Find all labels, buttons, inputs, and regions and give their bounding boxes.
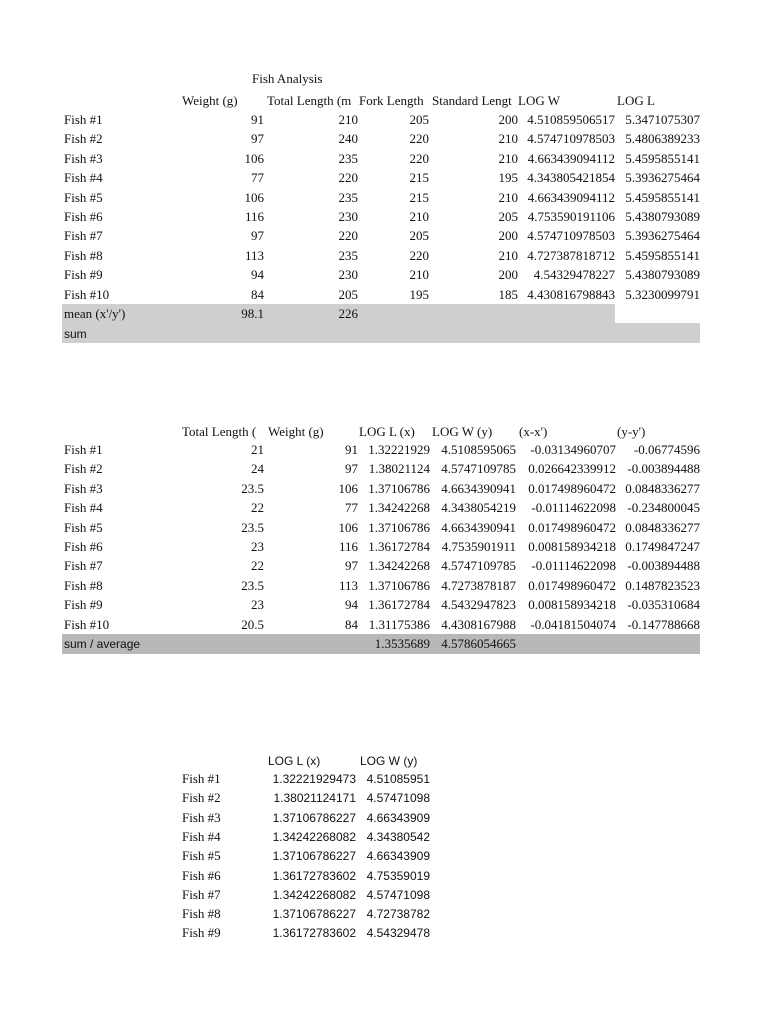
y-deviation-cell: -0.003894488 — [627, 558, 700, 574]
header-log-w: LOG W — [518, 93, 561, 108]
fish-label: Fish #6 — [64, 539, 103, 554]
total-length-cell: 23 — [251, 539, 264, 554]
log-w-y-cell: 4.75359019 — [366, 868, 430, 883]
log-l-x-cell: 1.38021124171 — [273, 791, 356, 806]
log-w-cell: 4.663439094112 — [527, 189, 615, 205]
y-deviation-cell: -0.147788668 — [627, 616, 700, 632]
log-l-cell: 5.3230099791 — [625, 286, 700, 302]
log-l-x-cell: 1.37106786 — [368, 577, 430, 593]
fish-label: Fish #1 — [64, 442, 103, 457]
fish-label: Fish #8 — [182, 906, 221, 922]
fish-label: Fish #2 — [64, 461, 103, 477]
x-deviation-cell: -0.01114622098 — [531, 558, 616, 574]
log-w-y-cell: 4.5747109785 — [441, 558, 516, 574]
weight-cell: 84 — [345, 616, 358, 632]
y-deviation-cell: 0.0848336277 — [625, 519, 700, 535]
total-length-cell: 20.5 — [241, 616, 264, 632]
x-deviation-cell: 0.017498960472 — [528, 577, 616, 593]
weight-cell: 97 — [251, 228, 264, 244]
total-length-cell: 23.5 — [241, 480, 264, 496]
table-title: Fish Analysis — [252, 71, 323, 86]
fish-label: Fish #4 — [182, 828, 221, 844]
fish-label: Fish #5 — [64, 519, 103, 535]
x-deviation-cell: -0.03134960707 — [530, 442, 616, 457]
weight-cell: 106 — [338, 519, 358, 535]
log-l-cell: 5.4595855141 — [625, 150, 700, 166]
log-l-x-cell: 1.34242268082 — [272, 887, 356, 902]
y-deviation-cell: -0.003894488 — [627, 461, 700, 477]
header-log-l: LOG L — [617, 93, 655, 108]
header-total-length: Total Length (m — [267, 93, 352, 108]
fish-label: Fish #5 — [64, 189, 103, 205]
standard-length-cell: 200 — [498, 267, 518, 283]
header-weight: Weight (g) — [182, 93, 238, 108]
log-w-y-cell: 4.3438054219 — [441, 500, 516, 516]
fork-length-cell: 210 — [409, 209, 429, 224]
log-l-x-cell: 1.36172784 — [368, 597, 430, 613]
standard-length-cell: 210 — [498, 189, 518, 205]
fish-label: Fish #3 — [64, 150, 103, 166]
standard-length-cell: 210 — [498, 247, 518, 263]
log-w-cell: 4.343805421854 — [527, 170, 615, 186]
standard-length-cell: 210 — [498, 131, 518, 147]
standard-length-cell: 210 — [498, 150, 518, 166]
total-length-cell: 220 — [338, 228, 358, 244]
y-deviation-cell: -0.234800045 — [627, 500, 700, 516]
total-length-cell: 235 — [338, 189, 358, 205]
y-deviation-cell: 0.1487823523 — [625, 577, 700, 593]
log-l-x-cell: 1.31175386 — [368, 616, 430, 632]
total-length-cell: 240 — [338, 131, 358, 147]
log-w-y-cell: 4.5432947823 — [441, 597, 516, 613]
total-length-cell: 205 — [338, 286, 358, 302]
sum-row-shading — [62, 323, 700, 343]
log-w-y-cell: 4.5108595065 — [441, 442, 516, 457]
log-w-y-cell: 4.6634390941 — [441, 519, 516, 535]
log-w-y-cell: 4.54329478 — [366, 926, 430, 941]
weight-cell: 113 — [338, 577, 358, 593]
fork-length-cell: 210 — [409, 267, 429, 283]
fish-label: Fish #9 — [64, 267, 103, 283]
log-l-cell: 5.3936275464 — [625, 170, 700, 186]
log-w-cell: 4.430816798843 — [527, 286, 615, 302]
log-w-cell: 4.574710978503 — [527, 131, 615, 147]
total-length-cell: 235 — [338, 150, 358, 166]
fish-label: Fish #9 — [64, 597, 103, 613]
sum-average-log-l: 1.3535689 — [374, 636, 430, 651]
log-l-cell: 5.4595855141 — [625, 189, 700, 205]
log-l-x-cell: 1.37106786 — [368, 480, 430, 496]
header-fork-length: Fork Length — [359, 93, 424, 108]
log-w-y-cell: 4.57471098 — [366, 887, 430, 902]
log-l-cell: 5.3936275464 — [625, 228, 700, 244]
log-w-y-cell: 4.6634390941 — [441, 480, 516, 496]
weight-cell: 91 — [251, 112, 264, 127]
log-l-x-cell: 1.37106786 — [368, 519, 430, 535]
weight-cell: 116 — [338, 539, 358, 554]
standard-length-cell: 200 — [498, 112, 518, 127]
total-length-cell: 24 — [251, 461, 264, 477]
weight-cell: 77 — [345, 500, 358, 516]
log-l-cell: 5.4806389233 — [625, 131, 700, 147]
log-w-cell: 4.753590191106 — [527, 209, 615, 224]
mean-weight: 98.1 — [241, 306, 264, 321]
standard-length-cell: 195 — [498, 170, 518, 186]
log-w-y-cell: 4.51085951 — [366, 772, 430, 786]
fork-length-cell: 220 — [409, 131, 429, 147]
log-l-x-cell: 1.36172783602 — [272, 868, 356, 883]
header-x-deviation: (x-x') — [519, 424, 548, 439]
log-l-x-cell: 1.32221929473 — [272, 772, 356, 786]
weight-cell: 106 — [338, 480, 358, 496]
fork-length-cell: 215 — [409, 189, 429, 205]
fork-length-cell: 195 — [409, 286, 429, 302]
x-deviation-cell: 0.008158934218 — [528, 539, 616, 554]
fish-label: Fish #3 — [64, 480, 103, 496]
weight-cell: 116 — [244, 209, 264, 224]
header-total-length: Total Length ( — [182, 424, 257, 439]
x-deviation-cell: -0.01114622098 — [531, 500, 616, 516]
standard-length-cell: 205 — [498, 209, 518, 224]
fish-label: Fish #6 — [182, 867, 221, 883]
fish-label: Fish #10 — [64, 616, 110, 632]
header-log-w-y: LOG W (y) — [432, 424, 493, 439]
log-w-y-cell: 4.66343909 — [366, 810, 430, 825]
total-length-cell: 210 — [338, 112, 358, 127]
fish-label: Fish #10 — [64, 286, 110, 302]
weight-cell: 94 — [251, 267, 264, 283]
fish-label: Fish #1 — [64, 112, 103, 127]
weight-cell: 97 — [345, 558, 358, 574]
weight-cell: 113 — [244, 247, 264, 263]
weight-cell: 77 — [251, 170, 264, 186]
log-l-x-cell: 1.38021124 — [368, 461, 430, 477]
fork-length-cell: 220 — [409, 247, 429, 263]
y-deviation-cell: 0.1749847247 — [625, 539, 700, 554]
log-l-x-cell: 1.37106786227 — [272, 849, 356, 864]
log-l-cell: 5.3471075307 — [625, 112, 700, 127]
weight-cell: 106 — [244, 150, 264, 166]
fish-label: Fish #7 — [64, 558, 103, 574]
total-length-cell: 22 — [251, 500, 264, 516]
fish-label: Fish #6 — [64, 209, 103, 224]
fork-length-cell: 215 — [409, 170, 429, 186]
log-l-x-cell: 1.36172783602 — [272, 926, 356, 941]
total-length-cell: 235 — [338, 247, 358, 263]
header-standard-length: Standard Lengt — [432, 93, 512, 108]
y-deviation-cell: -0.06774596 — [633, 442, 700, 457]
standard-length-cell: 185 — [498, 286, 518, 302]
fish-label: Fish #8 — [64, 247, 103, 263]
fork-length-cell: 220 — [409, 150, 429, 166]
log-w-y-cell: 4.66343909 — [366, 849, 430, 864]
log-w-cell: 4.54329478227 — [533, 267, 615, 283]
fork-length-cell: 205 — [409, 228, 429, 244]
weight-cell: 94 — [345, 597, 358, 613]
fish-label: Fish #9 — [182, 925, 221, 941]
fish-label: Fish #7 — [182, 886, 221, 902]
sum-average-label: sum / average — [64, 637, 141, 651]
fish-label: Fish #4 — [64, 500, 103, 516]
log-l-x-cell: 1.37106786227 — [272, 907, 356, 922]
fish-label: Fish #8 — [64, 577, 103, 593]
x-deviation-cell: 0.026642339912 — [528, 461, 616, 477]
header-log-l-x: LOG L (x) — [268, 754, 321, 768]
x-deviation-cell: 0.008158934218 — [528, 597, 616, 613]
sum-label: sum — [64, 327, 87, 341]
log-w-y-cell: 4.7273878187 — [441, 577, 516, 593]
fish-label: Fish #4 — [64, 170, 103, 186]
header-weight: Weight (g) — [268, 424, 324, 439]
total-length-cell: 220 — [338, 170, 358, 186]
mean-total-length: 226 — [338, 306, 358, 321]
log-w-y-cell: 4.4308167988 — [441, 616, 516, 632]
total-length-cell: 230 — [338, 267, 358, 283]
mean-label: mean (x'/y') — [64, 306, 126, 321]
fish-label: Fish #7 — [64, 228, 103, 244]
log-w-y-cell: 4.72738782 — [366, 907, 430, 922]
fish-label: Fish #5 — [182, 848, 221, 864]
header-log-w-y: LOG W (y) — [360, 754, 418, 768]
log-l-x-cell: 1.34242268 — [368, 558, 430, 574]
log-w-y-cell: 4.5747109785 — [441, 461, 516, 477]
log-l-cell: 5.4380793089 — [625, 267, 700, 283]
weight-cell: 97 — [251, 131, 264, 147]
log-w-cell: 4.510859506517 — [527, 112, 615, 127]
log-w-cell: 4.727387818712 — [527, 247, 615, 263]
weight-cell: 91 — [345, 442, 358, 457]
log-l-cell: 5.4595855141 — [625, 247, 700, 263]
log-l-x-cell: 1.32221929 — [368, 442, 430, 457]
header-y-deviation: (y-y') — [617, 424, 646, 439]
log-w-y-cell: 4.34380542 — [366, 829, 430, 844]
total-length-cell: 22 — [251, 558, 264, 574]
sum-average-log-w: 4.5786054665 — [441, 636, 516, 651]
log-w-cell: 4.663439094112 — [527, 150, 615, 166]
log-w-y-cell: 4.7535901911 — [441, 539, 516, 554]
standard-length-cell: 200 — [498, 228, 518, 244]
log-w-cell: 4.574710978503 — [527, 228, 615, 244]
fish-label: Fish #3 — [182, 809, 221, 825]
y-deviation-cell: -0.035310684 — [627, 597, 700, 613]
x-deviation-cell: 0.017498960472 — [528, 519, 616, 535]
log-l-cell: 5.4380793089 — [625, 209, 700, 224]
total-length-cell: 21 — [251, 442, 264, 457]
total-length-cell: 23.5 — [241, 519, 264, 535]
fish-label: Fish #1 — [182, 771, 221, 786]
header-log-l-x: LOG L (x) — [359, 424, 415, 439]
fish-label: Fish #2 — [182, 790, 221, 806]
fork-length-cell: 205 — [409, 112, 429, 127]
x-deviation-cell: 0.017498960472 — [528, 480, 616, 496]
total-length-cell: 23 — [251, 597, 264, 613]
total-length-cell: 230 — [338, 209, 358, 224]
weight-cell: 106 — [244, 189, 264, 205]
log-l-x-cell: 1.34242268 — [368, 500, 430, 516]
x-deviation-cell: -0.04181504074 — [530, 616, 616, 632]
log-l-x-cell: 1.36172784 — [368, 539, 430, 554]
log-w-y-cell: 4.57471098 — [366, 791, 430, 806]
weight-cell: 84 — [251, 286, 264, 302]
log-l-x-cell: 1.34242268082 — [272, 829, 356, 844]
weight-cell: 97 — [345, 461, 358, 477]
fish-label: Fish #2 — [64, 131, 103, 147]
total-length-cell: 23.5 — [241, 577, 264, 593]
y-deviation-cell: 0.0848336277 — [625, 480, 700, 496]
log-l-x-cell: 1.37106786227 — [272, 810, 356, 825]
